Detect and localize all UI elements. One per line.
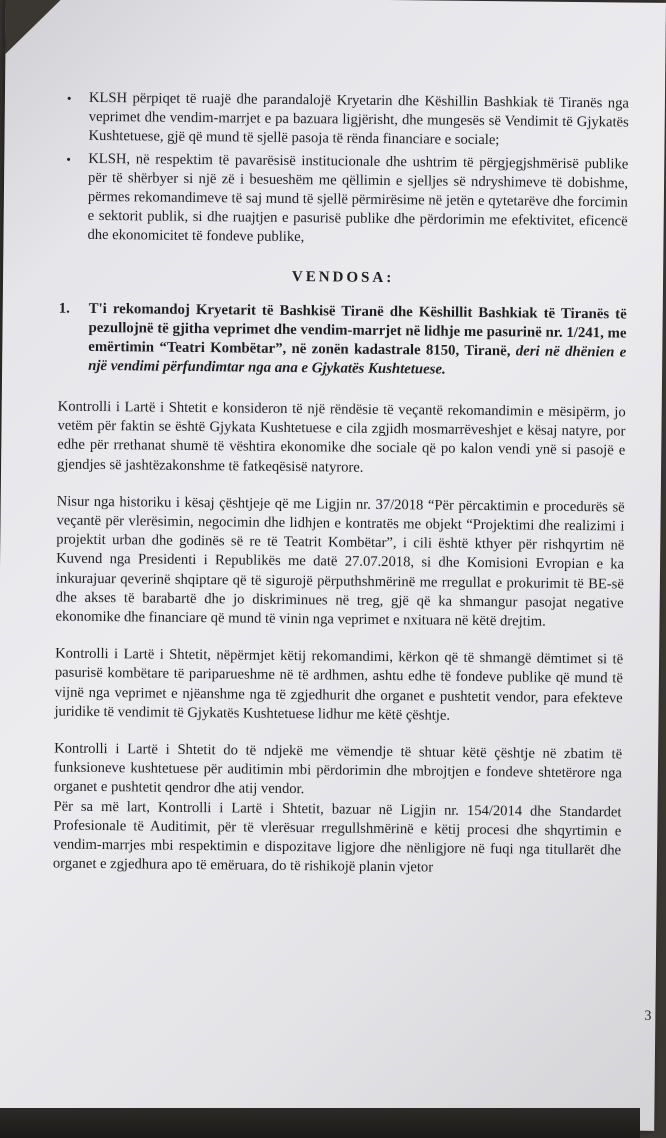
bullet-dot-icon: • bbox=[66, 151, 71, 167]
document-content bbox=[53, 89, 629, 898]
paragraph: Kontrolli i Lartë i Shtetit e konsideron të një rëndësie të veçantë rekomandimin e mësipërm, jo vetëm për faktin se është Gjykata Kushtetuese e cila zgjidh mosmarrëveshjet e kësaj natyre, por edhe për rrethanat shumë të vështira ekonomike dhe sociale që po kalon vendi ynë si pasojë e gjendjes së jashtëzakonshme të fatkeqësisë natyrore. bbox=[57, 398, 626, 476]
bullet-dot-icon: • bbox=[66, 90, 72, 106]
paragraph: Nisur nga historiku i kësaj çështjeje që me Ligjin nr. 37/2018 “Për përcaktimin e procedurës së veçantë për vlerësimin, negocimin dhe lidhjen e kontratës me objekt “Projektimi dhe realizimi i projektit urban dhe godinës së re të Teatrit Kombëtar”, i cili është kthyer për rishqyrtim në Kuvend nga Presidenti i Republikës me datë 27.07.2018, si dhe Komisioni Evropian e ka inkurajuar qeverinë shqiptare që të sigurojë përputhshmërinë me rregullat e prokurimit të BE-së dhe akses të barabartë dhe jo diskriminues në treg, gjë që ka shmangur pasojat negative ekonomike dhe financiare që mund të vinin nga veprimet e nxituara në këtë drejtim. bbox=[55, 493, 625, 630]
paragraph: Kontrolli i Lartë i Shtetit, nëpërmjet këtij rekomandimi, kërkon që të shmangë dëmtimet si të pasurisë kombëtare të pariparueshme në të ardhmen, ashtu edhe të fondeve publike që mund të vijnë nga veprimet e njëanshme nga të zgjedhurit dhe organet e pushtetit vendor, para efekteve juridike të vendimit të Gjykatës Kushtetuese lidhur me këtë çështje. bbox=[54, 645, 624, 724]
decision-text: T'i rekomandoj Kryetarit të Bashkisë Tiranë dhe Këshillit Bashkiak të Tiranës të pezullojnë të gjitha veprimet dhe vendim-marrjet në lidhje me pasurinë nr. 1/241, me emërtimin “Teatri Kombëtar”, në zonën kadastrale 8150, Tiranë, bbox=[88, 300, 627, 360]
bullet-text: KLSH, në respektim të pavarësisë institucionale dhe ushtrim të përgjegjshmërisë publike për të shërbyer si një zë i besueshëm me qëllimin e sjelljes së ndryshimeve të dobishme, përmes rekomandimeve të saj mund të sjellë përmirësime në jetën e qytetarëve dhe forcimin e sektorit publik, si dhe ruajtjen e pasurisë publike dhe përdorimin me efektivitet, eficencë dhe ekonomicitet të fondeve publike, bbox=[87, 150, 629, 246]
decision-item bbox=[58, 300, 627, 382]
decision-number: 1. bbox=[58, 300, 70, 317]
bullet-list bbox=[59, 89, 629, 251]
background-surface bbox=[0, 1108, 640, 1138]
bullet-item bbox=[60, 89, 629, 152]
paragraph: Për sa më lart, Kontrolli i Lartë i Shtetit, bazuar në Ligjin nr. 154/2014 dhe Standardet Profesionale të Auditimit, për të vlerësuar rregullshmërinë e këtij procesi dhe shqyrtimin e vendim-marrjes mbi respektimin e dispozitave ligjore dhe nënligjore në fuqi nga titullarët dhe organet e zgjedhura apo të emëruara, do të rishikojë planin vjetor bbox=[52, 798, 622, 876]
decision-text-italic: deri në dhënien e një vendimi përfundimtar nga ana e Gjykatës Kushtetuese. bbox=[88, 343, 627, 378]
paragraph: Kontrolli i Lartë i Shtetit do të ndjekë me vëmendje të shtuar këtë çështje në zbatim të funksioneve kushtetuese për auditimin mbi përdorimin dhe mbrojtjen e fondeve shtetërore nga organet e pushtetit qendror dhe atij vendor. bbox=[53, 740, 623, 798]
page-number: 3 bbox=[644, 1008, 652, 1024]
section-heading: VENDOSA: bbox=[291, 269, 395, 287]
bullet-item bbox=[59, 150, 628, 251]
bullet-text: KLSH përpiqet të ruajë dhe parandalojë Kryetarin dhe Këshillin Bashkiak të Tiranës nga veprimet dhe vendim-marrjet e pa bazuara ligjërisht, dhe mungesës së Vendimit të Gjykatës Kushtetuese, gjë që mund të sjellë pasoja të rënda financiare e sociale; bbox=[88, 89, 629, 149]
page-corner-shadow bbox=[5, 0, 64, 55]
